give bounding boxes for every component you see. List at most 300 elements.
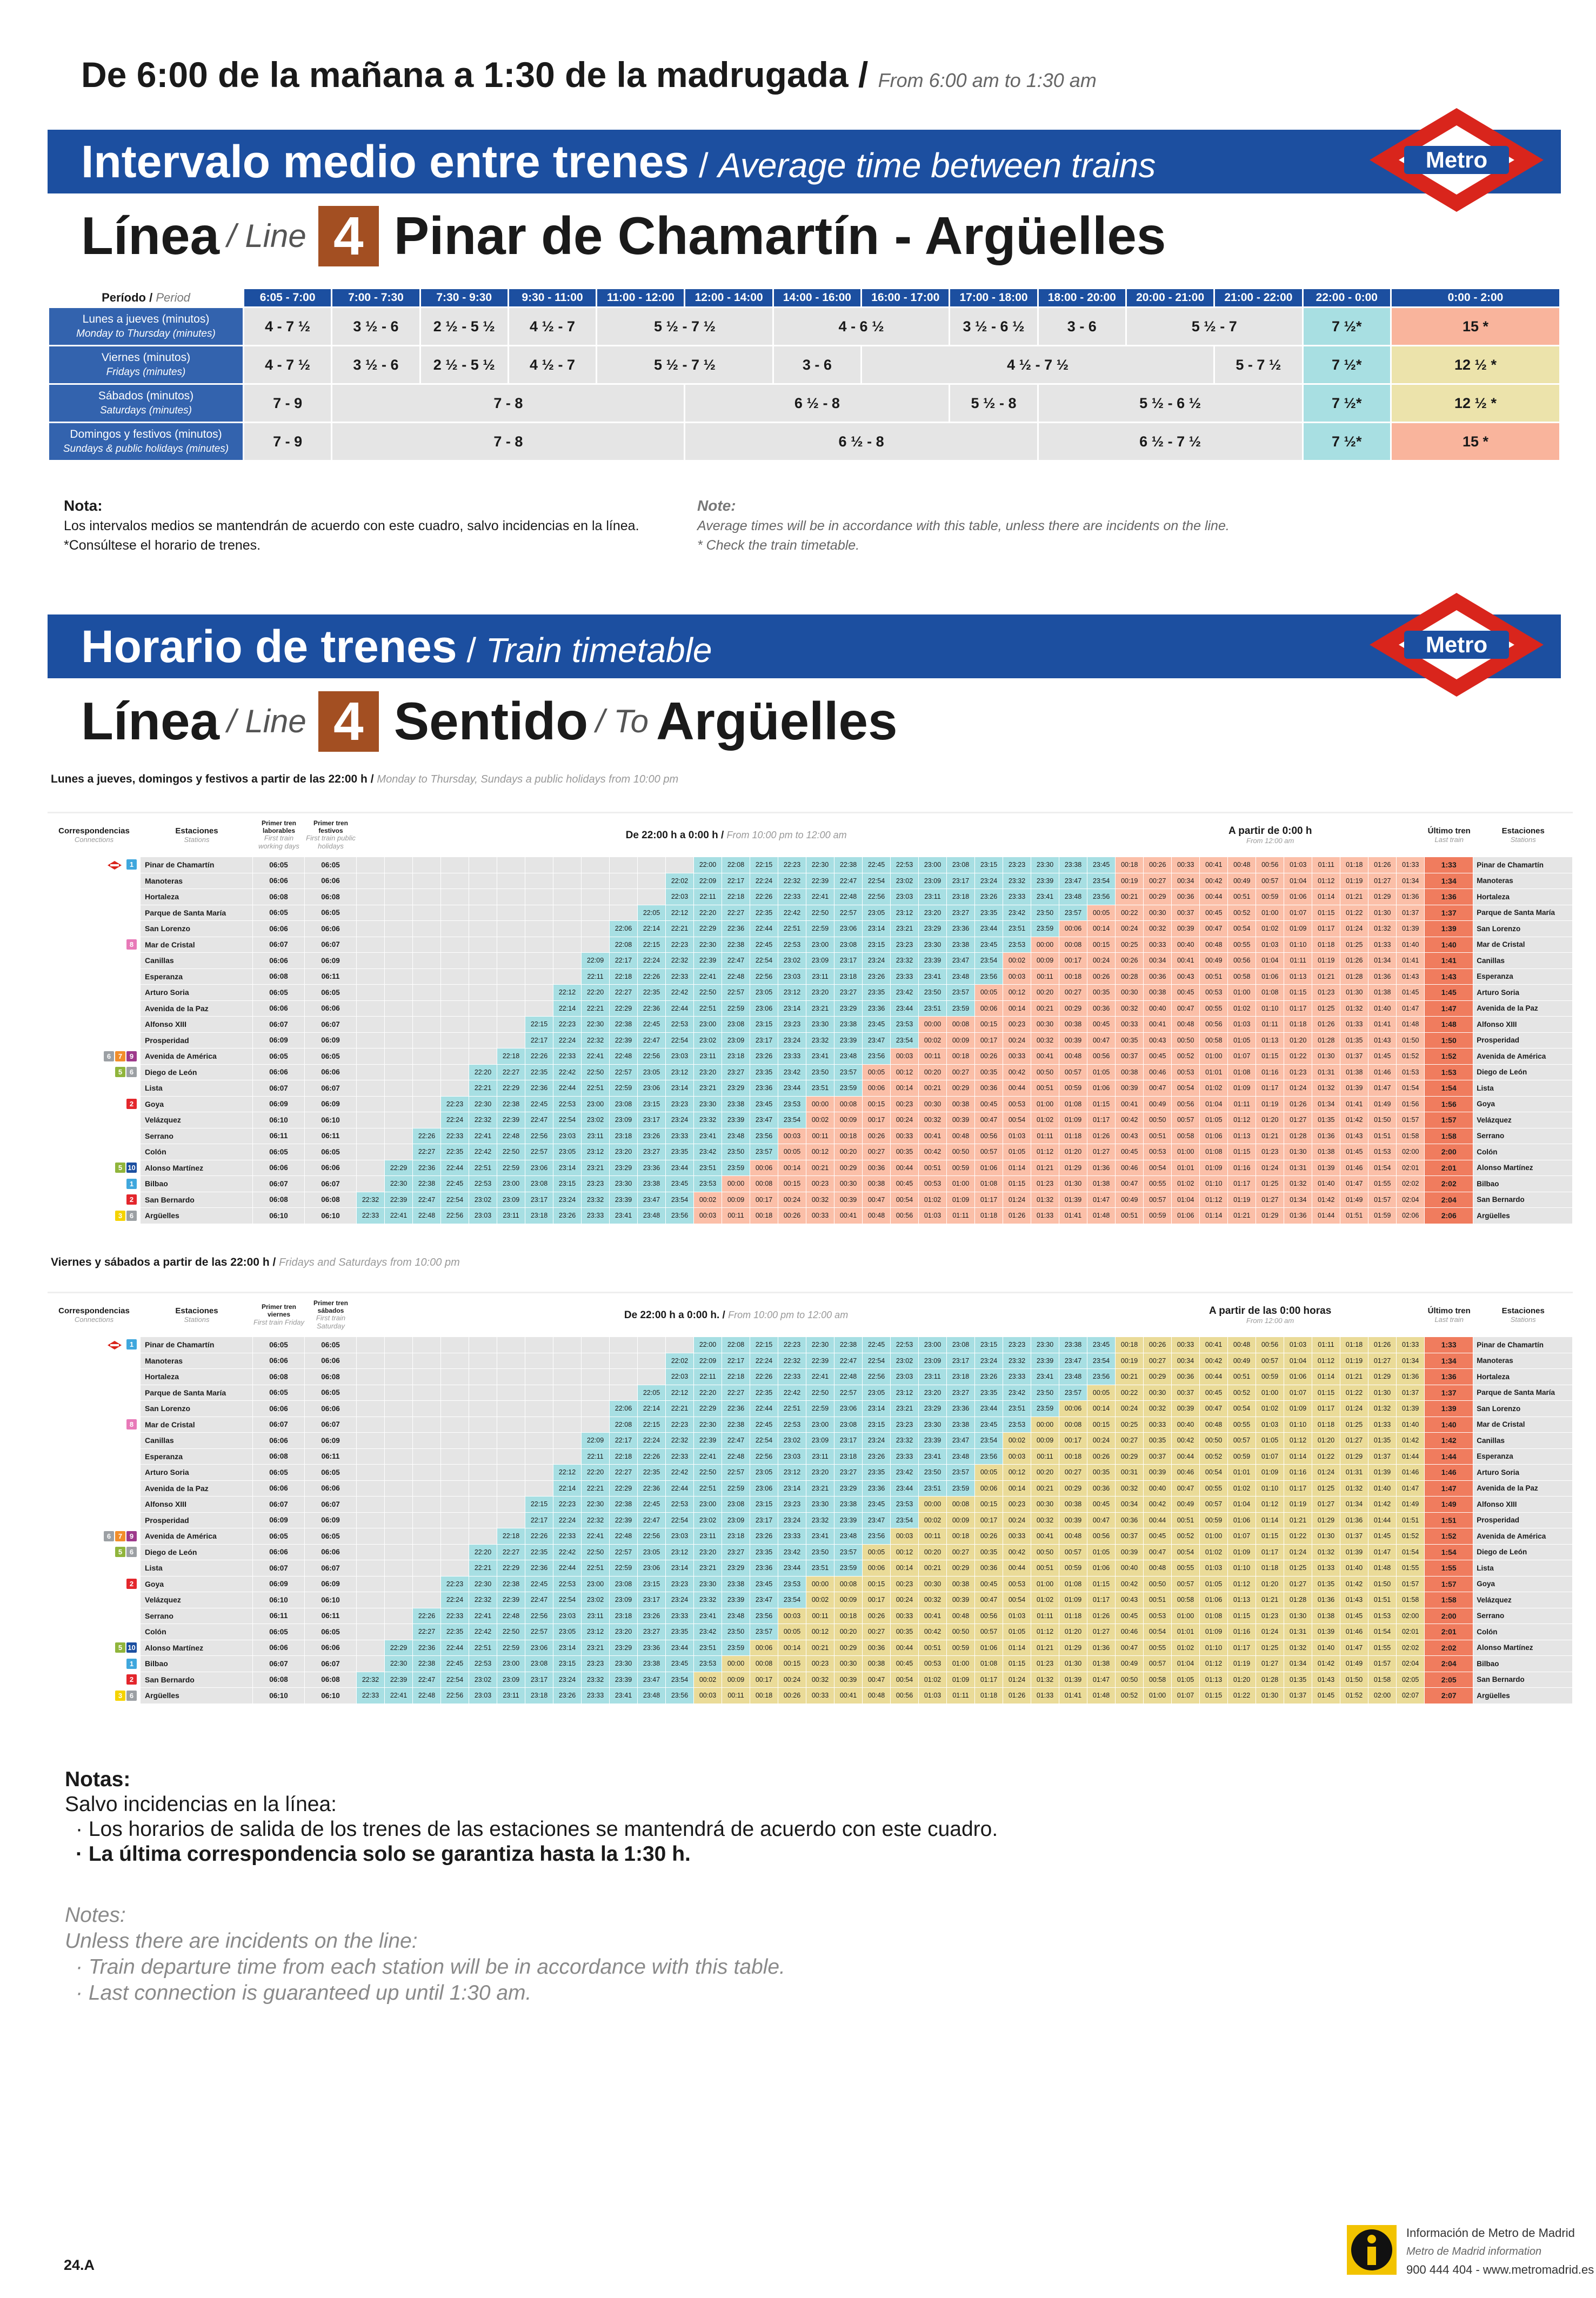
first-train-a-header xyxy=(253,1292,305,1337)
last-train-time: 2:04 xyxy=(1425,1656,1473,1672)
train-time-cell: 22:30 xyxy=(694,937,722,953)
train-time-cell: 23:44 xyxy=(666,1160,694,1177)
train-time-cell: 23:27 xyxy=(947,1385,975,1401)
train-time-cell: 23:30 xyxy=(610,1176,638,1192)
metro-logo-icon xyxy=(1367,106,1546,214)
train-time-cell xyxy=(413,1097,441,1113)
train-time-cell: 22:51 xyxy=(469,1160,497,1177)
first-train-a: 06:09 xyxy=(253,1033,305,1049)
train-time-cell: 01:11 xyxy=(1031,1128,1059,1145)
interval-cell: 7 ½* xyxy=(1304,423,1390,460)
last-train-time: 1:56 xyxy=(1425,1097,1473,1113)
train-time-cell: 01:17 xyxy=(1256,1545,1284,1561)
train-time-cell: 00:54 xyxy=(1144,1160,1172,1177)
train-time-cell: 01:51 xyxy=(1340,1208,1368,1224)
train-time-cell: 23:53 xyxy=(694,1656,722,1672)
train-time-cell: 01:05 xyxy=(1200,1576,1228,1593)
train-time-cell: 00:36 xyxy=(1172,1369,1200,1385)
train-time-cell: 23:39 xyxy=(1031,873,1059,890)
train-time-cell: 22:27 xyxy=(497,1545,525,1561)
train-time-cell: 23:30 xyxy=(1031,1337,1059,1353)
train-time-cell: 01:47 xyxy=(1368,1080,1397,1097)
train-time-cell: 00:05 xyxy=(778,1144,806,1160)
train-time-cell xyxy=(357,1369,385,1385)
train-time-cell: 01:16 xyxy=(1228,1160,1256,1177)
train-time-cell: 23:36 xyxy=(863,1481,891,1497)
train-time-cell: 01:19 xyxy=(1340,1353,1368,1370)
train-time-cell: 00:48 xyxy=(863,1688,891,1704)
train-time-cell: 01:37 xyxy=(1340,1048,1368,1065)
train-time-cell: 22:30 xyxy=(385,1176,413,1192)
train-time-cell: 23:44 xyxy=(778,1080,806,1097)
train-time-cell: 22:32 xyxy=(582,1513,610,1529)
train-time-cell: 01:33 xyxy=(1368,937,1397,953)
train-time-cell: 01:03 xyxy=(919,1208,947,1224)
train-time-cell: 23:54 xyxy=(1087,873,1116,890)
train-time-cell: 22:57 xyxy=(525,1144,553,1160)
train-time-cell: 00:37 xyxy=(1172,905,1200,921)
train-time-cell: 00:54 xyxy=(1172,1080,1200,1097)
train-time-cell: 01:09 xyxy=(947,1192,975,1208)
station-name: Velázquez xyxy=(141,1112,253,1128)
train-time-cell: 00:21 xyxy=(919,1080,947,1097)
timetable-row xyxy=(48,1017,1573,1033)
train-time-cell: 00:51 xyxy=(1031,1560,1059,1576)
train-time-cell: 23:11 xyxy=(806,1449,834,1465)
train-time-cell: 01:09 xyxy=(1284,921,1312,937)
train-time-cell: 01:24 xyxy=(1340,921,1368,937)
train-time-cell xyxy=(525,1337,553,1353)
train-time-cell: 00:12 xyxy=(806,1144,834,1160)
train-time-cell: 22:42 xyxy=(778,1385,806,1401)
first-train-b: 06:09 xyxy=(305,1513,357,1529)
train-time-cell: 01:35 xyxy=(1312,1576,1340,1593)
station-name: Argüelles xyxy=(141,1208,253,1224)
first-train-b: 06:06 xyxy=(305,1001,357,1017)
train-time-cell: 22:38 xyxy=(834,857,863,873)
train-time-cell: 00:30 xyxy=(1144,1385,1172,1401)
train-time-cell: 01:31 xyxy=(1340,1465,1368,1481)
train-time-cell xyxy=(610,1385,638,1401)
train-time-cell: 01:07 xyxy=(1284,1385,1312,1401)
train-time-cell: 23:26 xyxy=(975,889,1003,905)
train-time-cell xyxy=(357,1353,385,1370)
train-time-cell xyxy=(497,953,525,969)
train-time-cell: 23:30 xyxy=(694,1576,722,1593)
train-time-cell: 22:20 xyxy=(582,1465,610,1481)
train-time-cell: 23:18 xyxy=(722,1528,750,1545)
train-time-cell xyxy=(441,1048,469,1065)
station-name-right: Serrano xyxy=(1473,1608,1573,1625)
last-train-time: 1:41 xyxy=(1425,953,1473,969)
train-time-cell: 22:45 xyxy=(750,937,778,953)
train-time-cell: 01:12 xyxy=(1200,1192,1228,1208)
train-time-cell: 22:21 xyxy=(666,921,694,937)
train-time-cell: 00:03 xyxy=(694,1208,722,1224)
train-time-cell xyxy=(497,857,525,873)
train-time-cell xyxy=(385,1369,413,1385)
train-time-cell: 01:48 xyxy=(1087,1208,1116,1224)
train-time-cell: 00:15 xyxy=(1087,937,1116,953)
info-icon xyxy=(1346,2224,1398,2276)
train-time-cell: 01:36 xyxy=(1087,1640,1116,1656)
train-time-cell: 23:00 xyxy=(582,1097,610,1113)
train-time-cell: 23:03 xyxy=(666,1048,694,1065)
train-time-cell: 23:56 xyxy=(975,969,1003,985)
train-time-cell: 23:05 xyxy=(553,1624,582,1640)
train-time-cell xyxy=(469,905,497,921)
train-time-cell: 00:57 xyxy=(975,1144,1003,1160)
train-time-cell: 00:41 xyxy=(1200,1337,1228,1353)
train-time-cell xyxy=(385,1545,413,1561)
train-time-cell xyxy=(357,1385,385,1401)
train-time-cell: 23:50 xyxy=(722,1624,750,1640)
station-name-right: Avenida de la Paz xyxy=(1473,1481,1573,1497)
train-time-cell xyxy=(638,889,666,905)
train-time-cell: 23:06 xyxy=(834,921,863,937)
train-time-cell: 23:42 xyxy=(1003,905,1031,921)
train-time-cell: 01:28 xyxy=(1256,1672,1284,1688)
train-time-cell: 23:54 xyxy=(891,1513,919,1529)
connections-cell xyxy=(48,1449,141,1465)
train-time-cell: 23:54 xyxy=(778,1112,806,1128)
train-time-cell: 00:29 xyxy=(1144,1369,1172,1385)
train-time-cell: 00:41 xyxy=(1031,1048,1059,1065)
train-time-cell xyxy=(413,1497,441,1513)
station-name: Goya xyxy=(141,1097,253,1113)
train-time-cell: 01:06 xyxy=(1228,1513,1256,1529)
train-time-cell: 01:29 xyxy=(1340,1449,1368,1465)
timetable-row xyxy=(48,1688,1573,1704)
train-time-cell: 00:35 xyxy=(1087,1465,1116,1481)
train-time-cell: 01:25 xyxy=(1340,1417,1368,1433)
train-time-cell: 00:52 xyxy=(1172,1048,1200,1065)
train-time-cell: 00:44 xyxy=(1144,1513,1172,1529)
train-time-cell: 01:10 xyxy=(1256,1001,1284,1017)
train-time-cell: 23:36 xyxy=(947,921,975,937)
train-time-cell: 23:56 xyxy=(1087,889,1116,905)
train-time-cell: 22:33 xyxy=(778,1369,806,1385)
interval-col-header: 16:00 - 17:00 xyxy=(862,289,949,306)
train-time-cell: 01:22 xyxy=(1228,1688,1256,1704)
train-time-cell: 23:09 xyxy=(610,1592,638,1608)
train-time-cell: 23:56 xyxy=(863,1048,891,1065)
train-time-cell: 00:37 xyxy=(1172,1385,1200,1401)
train-time-cell: 00:29 xyxy=(1116,1449,1144,1465)
train-time-cell: 01:27 xyxy=(1368,1353,1397,1370)
timetable-row xyxy=(48,1656,1573,1672)
first-train-a-header-label-en: First train working days xyxy=(258,834,299,851)
train-time-cell xyxy=(441,937,469,953)
train-time-cell: 01:30 xyxy=(1059,1176,1087,1192)
train-time-cell xyxy=(357,1560,385,1576)
line-badge-1-icon: 1 xyxy=(126,1179,137,1189)
train-time-cell xyxy=(413,1401,441,1417)
train-time-cell xyxy=(357,1545,385,1561)
train-time-cell: 00:35 xyxy=(1144,1433,1172,1449)
first-train-a: 06:07 xyxy=(253,1656,305,1672)
train-time-cell: 00:02 xyxy=(1003,953,1031,969)
train-time-cell: 01:05 xyxy=(1003,1144,1031,1160)
station-name-right: Canillas xyxy=(1473,1433,1573,1449)
train-time-cell: 00:06 xyxy=(1059,921,1087,937)
train-time-cell: 23:18 xyxy=(610,1608,638,1625)
train-time-cell: 01:09 xyxy=(1284,1401,1312,1417)
train-time-cell: 00:55 xyxy=(1200,1001,1228,1017)
train-time-cell: 23:24 xyxy=(863,1433,891,1449)
train-time-cell: 22:51 xyxy=(778,1401,806,1417)
train-time-cell: 00:43 xyxy=(1116,1592,1144,1608)
train-time-cell: 01:58 xyxy=(1368,1672,1397,1688)
interval-row-header xyxy=(49,423,243,460)
train-time-cell: 01:00 xyxy=(1256,905,1284,921)
train-time-cell: 22:56 xyxy=(525,1608,553,1625)
train-time-cell: 01:15 xyxy=(1284,985,1312,1001)
train-time-cell: 22:27 xyxy=(722,1385,750,1401)
train-time-cell: 23:47 xyxy=(1059,1353,1087,1370)
train-time-cell: 00:02 xyxy=(919,1513,947,1529)
interval-cell: 3 - 6 xyxy=(1039,308,1125,345)
train-time-cell xyxy=(357,1656,385,1672)
train-time-cell: 00:45 xyxy=(975,1576,1003,1593)
row-label-en: Monday to Thursday (minutes) xyxy=(76,328,216,339)
train-time-cell: 00:30 xyxy=(919,1097,947,1113)
train-time-cell: 00:27 xyxy=(1116,1433,1144,1449)
last-train-time: 2:00 xyxy=(1425,1608,1473,1625)
train-time-cell: 23:38 xyxy=(722,1576,750,1593)
train-time-cell xyxy=(357,857,385,873)
train-time-cell: 00:52 xyxy=(1228,1385,1256,1401)
timetable-row xyxy=(48,1112,1573,1128)
train-time-cell xyxy=(441,1513,469,1529)
train-time-cell: 01:31 xyxy=(1284,1624,1312,1640)
train-time-cell: 01:08 xyxy=(1200,1608,1228,1625)
train-time-cell: 00:54 xyxy=(1200,1465,1228,1481)
train-time-cell: 23:32 xyxy=(582,1672,610,1688)
train-time-cell: 00:09 xyxy=(722,1672,750,1688)
train-time-cell: 01:04 xyxy=(1284,1353,1312,1370)
train-time-cell: 01:30 xyxy=(1368,905,1397,921)
connections-cell xyxy=(48,1128,141,1145)
train-time-cell: 00:20 xyxy=(919,1065,947,1081)
train-time-cell: 00:57 xyxy=(1144,1656,1172,1672)
train-time-cell: 01:00 xyxy=(1031,1576,1059,1593)
connections-cell xyxy=(48,1576,141,1593)
train-time-cell: 01:02 xyxy=(919,1192,947,1208)
train-time-cell: 01:27 xyxy=(1256,1656,1284,1672)
train-time-cell: 01:21 xyxy=(1284,1513,1312,1529)
train-time-cell xyxy=(525,905,553,921)
train-time-cell: 22:21 xyxy=(469,1080,497,1097)
timetable-row xyxy=(48,1640,1573,1656)
train-time-cell: 23:00 xyxy=(497,1656,525,1672)
train-time-cell: 00:17 xyxy=(863,1112,891,1128)
interval-cell: 3 ½ - 6 ½ xyxy=(950,308,1037,345)
train-time-cell xyxy=(553,937,582,953)
timetable-row xyxy=(48,1576,1573,1593)
train-time-cell: 22:36 xyxy=(413,1640,441,1656)
train-time-cell: 01:34 xyxy=(1284,1192,1312,1208)
train-time-cell: 00:59 xyxy=(1256,1369,1284,1385)
train-time-cell: 01:21 xyxy=(1031,1160,1059,1177)
train-time-cell: 23:09 xyxy=(722,1033,750,1049)
train-time-cell xyxy=(469,985,497,1001)
train-time-cell: 22:39 xyxy=(694,1433,722,1449)
first-train-b: 06:07 xyxy=(305,1017,357,1033)
train-time-cell: 22:38 xyxy=(834,1337,863,1353)
train-time-cell: 00:59 xyxy=(1059,1560,1087,1576)
train-time-cell: 23:11 xyxy=(582,1128,610,1145)
train-time-cell: 00:26 xyxy=(1144,857,1172,873)
train-time-cell: 22:08 xyxy=(722,1337,750,1353)
train-time-cell xyxy=(357,889,385,905)
connections-header-label: Correspondencias xyxy=(58,1306,130,1316)
train-time-cell: 01:08 xyxy=(1059,1576,1087,1593)
train-time-cell: 23:08 xyxy=(722,1017,750,1033)
train-time-cell: 22:41 xyxy=(806,889,834,905)
train-time-cell: 00:38 xyxy=(1059,1017,1087,1033)
train-time-cell xyxy=(525,857,553,873)
train-time-cell: 23:14 xyxy=(863,921,891,937)
interval-cell: 7 - 9 xyxy=(244,385,331,422)
station-name: Bilbao xyxy=(141,1656,253,1672)
train-time-cell: 00:14 xyxy=(1087,921,1116,937)
train-time-cell: 23:17 xyxy=(525,1672,553,1688)
train-time-cell: 23:48 xyxy=(1059,889,1087,905)
train-time-cell: 00:47 xyxy=(1172,1001,1200,1017)
train-time-cell: 01:17 xyxy=(1284,1001,1312,1017)
train-time-cell: 00:32 xyxy=(1144,921,1172,937)
train-time-cell: 00:45 xyxy=(1172,985,1200,1001)
train-time-cell xyxy=(385,1385,413,1401)
train-time-cell: 01:05 xyxy=(1172,1672,1200,1688)
train-time-cell: 22:59 xyxy=(610,1080,638,1097)
station-name-right: Arturo Soria xyxy=(1473,1465,1573,1481)
train-time-cell: 00:06 xyxy=(750,1640,778,1656)
station-name: Avenida de la Paz xyxy=(141,1481,253,1497)
train-time-cell xyxy=(469,1033,497,1049)
train-time-cell: 01:33 xyxy=(1312,1560,1340,1576)
interval-cell: 6 ½ - 8 xyxy=(685,385,949,422)
train-time-cell: 23:51 xyxy=(1003,921,1031,937)
connections-cell xyxy=(48,1160,141,1177)
train-time-cell: 01:15 xyxy=(1312,905,1340,921)
train-time-cell: 00:52 xyxy=(1200,1449,1228,1465)
train-time-cell xyxy=(441,1385,469,1401)
train-time-cell: 01:09 xyxy=(1228,1545,1256,1561)
train-time-cell: 00:49 xyxy=(1200,953,1228,969)
connections-cell xyxy=(48,1688,141,1704)
train-time-cell: 00:56 xyxy=(891,1208,919,1224)
train-time-cell xyxy=(357,905,385,921)
train-time-cell: 22:50 xyxy=(497,1144,525,1160)
line-badge-7-icon: 7 xyxy=(115,1051,125,1061)
train-time-cell: 00:18 xyxy=(1116,857,1144,873)
train-time-cell: 00:36 xyxy=(863,1160,891,1177)
train-time-cell: 01:11 xyxy=(1228,1097,1256,1113)
train-time-cell: 23:23 xyxy=(1003,1337,1031,1353)
train-time-cell xyxy=(525,937,553,953)
train-time-cell: 22:54 xyxy=(441,1192,469,1208)
train-time-cell: 00:39 xyxy=(947,1112,975,1128)
train-time-cell: 00:58 xyxy=(1172,1128,1200,1145)
train-time-cell: 00:45 xyxy=(1200,1385,1228,1401)
train-time-cell xyxy=(469,921,497,937)
train-time-cell xyxy=(385,905,413,921)
train-time-cell: 01:25 xyxy=(1284,1560,1312,1576)
station-name-right: Argüelles xyxy=(1473,1208,1573,1224)
train-time-cell: 00:41 xyxy=(1172,953,1200,969)
first-train-a: 06:06 xyxy=(253,1353,305,1370)
train-time-cell: 00:31 xyxy=(1116,1465,1144,1481)
train-time-cell: 00:22 xyxy=(1116,1385,1144,1401)
train-time-cell: 00:49 xyxy=(1228,873,1256,890)
train-time-cell: 01:05 xyxy=(1087,1545,1116,1561)
train-time-cell: 23:33 xyxy=(1003,1369,1031,1385)
stations-header-label-en: Stations xyxy=(184,1315,210,1324)
train-time-cell: 23:48 xyxy=(834,1528,863,1545)
train-time-cell: 00:50 xyxy=(1144,1576,1172,1593)
train-time-cell: 22:15 xyxy=(525,1017,553,1033)
timetable-row xyxy=(48,1097,1573,1113)
train-time-cell xyxy=(357,921,385,937)
connections-cell xyxy=(48,1017,141,1033)
train-time-cell xyxy=(441,889,469,905)
metro-logo-text: Metro xyxy=(1425,147,1488,172)
train-time-cell: 01:30 xyxy=(1368,1385,1397,1401)
train-time-cell: 23:33 xyxy=(778,1528,806,1545)
train-time-cell: 00:53 xyxy=(1003,1576,1031,1593)
train-time-cell: 00:23 xyxy=(891,1097,919,1113)
train-time-cell: 01:30 xyxy=(1312,1048,1340,1065)
train-time-cell: 22:09 xyxy=(694,873,722,890)
train-time-cell: 00:49 xyxy=(1116,1192,1144,1208)
train-time-cell: 23:38 xyxy=(722,1097,750,1113)
train-time-cell xyxy=(553,1401,582,1417)
train-time-cell: 22:24 xyxy=(638,953,666,969)
train-time-cell: 01:34 xyxy=(1340,1497,1368,1513)
train-time-cell: 23:03 xyxy=(778,969,806,985)
train-time-cell: 22:45 xyxy=(863,1337,891,1353)
train-time-cell: 01:01 xyxy=(1200,1065,1228,1081)
train-time-cell: 23:02 xyxy=(469,1672,497,1688)
train-time-cell: 00:50 xyxy=(1031,1065,1059,1081)
train-time-cell: 23:50 xyxy=(1031,1385,1059,1401)
connections-cell xyxy=(48,1353,141,1370)
interval-cell: 12 ½ * xyxy=(1392,346,1559,383)
train-time-cell: 22:02 xyxy=(666,1353,694,1370)
train-time-cell: 00:35 xyxy=(975,1545,1003,1561)
train-time-cell: 01:12 xyxy=(1312,873,1340,890)
train-time-cell: 01:06 xyxy=(1200,1592,1228,1608)
train-time-cell: 01:02 xyxy=(1031,1112,1059,1128)
train-time-cell: 01:00 xyxy=(1256,1385,1284,1401)
interval-note-es: Nota: Los intervalos medios se mantendrán de acuerdo con este cuadro, salvo incidencias en la línea. *Consúltese el horario de trenes. xyxy=(64,497,639,553)
train-time-cell: 23:08 xyxy=(834,1417,863,1433)
train-time-cell: 01:12 xyxy=(1228,1576,1256,1593)
train-time-cell: 23:02 xyxy=(694,1033,722,1049)
train-time-cell: 01:51 xyxy=(1397,1513,1425,1529)
first-train-a: 06:05 xyxy=(253,1337,305,1353)
first-train-a: 06:08 xyxy=(253,889,305,905)
train-time-cell xyxy=(441,1560,469,1576)
train-time-cell: 00:51 xyxy=(1144,1128,1172,1145)
train-time-cell xyxy=(385,1128,413,1145)
last-train-time: 1:46 xyxy=(1425,1465,1473,1481)
train-time-cell: 01:11 xyxy=(947,1208,975,1224)
train-time-cell: 23:51 xyxy=(919,1001,947,1017)
first-train-b: 06:09 xyxy=(305,1033,357,1049)
